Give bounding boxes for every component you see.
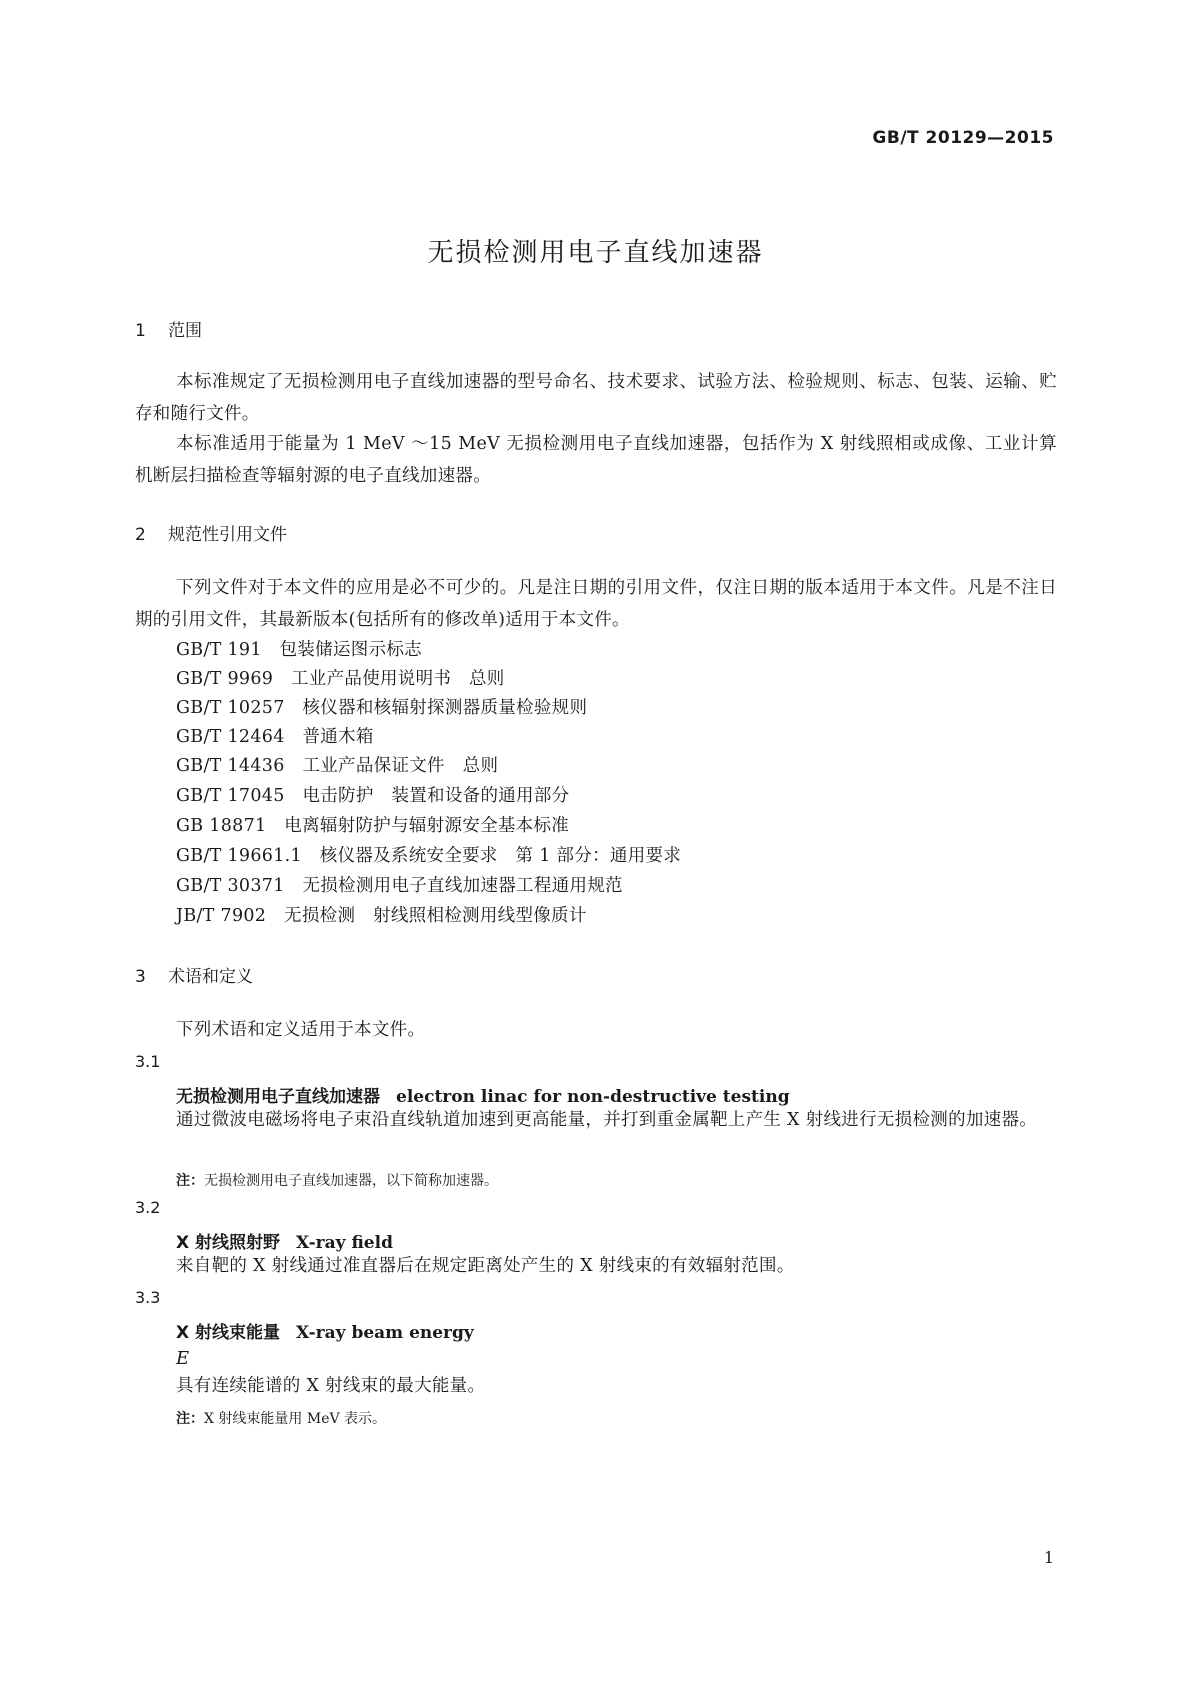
note-text: 无损检测用电子直线加速器，以下简称加速器。 <box>204 1173 498 1189</box>
section-2-heading <box>135 520 287 545</box>
note-label: 注： <box>176 1173 204 1189</box>
section-number: 3 <box>135 967 146 987</box>
term-definition: 通过微波电磁场将电子束沿直线轨道加速到更高能量，并打到重金属靶上产生 X 射线进行无损检测的加速器。 <box>176 1110 1038 1130</box>
term-en: X-ray beam energy <box>296 1323 474 1343</box>
reference-item: JB/T 7902 无损检测 射线照相检测用线型像质计 <box>176 906 587 926</box>
section-1-paragraph-1: 本标准规定了无损检测用电子直线加速器的型号命名、技术要求、试验方法、检验规则、标志、包装、运输、贮存和随行文件。 <box>135 372 1057 424</box>
term-zh: X 射线束能量 <box>176 1323 281 1343</box>
section-title: 术语和定义 <box>168 967 253 987</box>
document-title: 无损检测用电子直线加速器 <box>427 238 764 268</box>
term-note <box>176 1170 498 1190</box>
term-zh: X 射线照射野 <box>176 1233 281 1253</box>
note-label: 注： <box>176 1411 204 1427</box>
term-note <box>176 1408 386 1428</box>
term-en: X-ray field <box>296 1233 393 1253</box>
section-3-intro: 下列术语和定义适用于本文件。 <box>176 1020 426 1040</box>
term-definition: 来自靶的 X 射线通过准直器后在规定距离处产生的 X 射线束的有效辐射范围。 <box>176 1256 795 1276</box>
section-2-paragraph: 下列文件对于本文件的应用是必不可少的。凡是注日期的引用文件，仅注日期的版本适用于本文件。凡是不注日期的引用文件，其最新版本(包括所有的修改单)适用于本文件。 <box>135 578 1057 630</box>
section-number: 2 <box>135 525 146 545</box>
section-1-heading <box>135 316 202 341</box>
reference-item: GB/T 17045 电击防护 装置和设备的通用部分 <box>176 786 570 806</box>
reference-item: GB/T 9969 工业产品使用说明书 总则 <box>176 669 505 689</box>
term-number: 3.3 <box>135 1288 161 1307</box>
standard-code: GB/T 20129—2015 <box>872 128 1054 148</box>
term-en: electron linac for non-destructive testing <box>396 1087 790 1107</box>
section-title: 范围 <box>168 321 202 341</box>
section-1-paragraph-2: 本标准适用于能量为 1 MeV ～15 MeV 无损检测用电子直线加速器，包括作为 X 射线照相或成像、工业计算机断层扫描检查等辐射源的电子直线加速器。 <box>135 434 1057 486</box>
reference-item: GB/T 14436 工业产品保证文件 总则 <box>176 756 499 776</box>
section-3-heading <box>135 962 253 987</box>
reference-item: GB/T 12464 普通木箱 <box>176 727 374 747</box>
reference-item: GB/T 19661.1 核仪器及系统安全要求 第 1 部分：通用要求 <box>176 846 682 866</box>
reference-item: GB/T 191 包装储运图示标志 <box>176 640 422 660</box>
term-zh: 无损检测用电子直线加速器 <box>176 1087 380 1107</box>
page-number: 1 <box>1043 1548 1054 1567</box>
term-number: 3.1 <box>135 1052 161 1071</box>
reference-item: GB/T 10257 核仪器和核辐射探测器质量检验规则 <box>176 698 588 718</box>
term-number: 3.2 <box>135 1198 161 1217</box>
reference-item: GB 18871 电离辐射防护与辐射源安全基本标准 <box>176 816 570 836</box>
term-definition: 具有连续能谱的 X 射线束的最大能量。 <box>176 1376 486 1396</box>
reference-item: GB/T 30371 无损检测用电子直线加速器工程通用规范 <box>176 876 623 896</box>
note-text: X 射线束能量用 MeV 表示。 <box>204 1411 387 1427</box>
term-heading <box>176 1318 474 1343</box>
term-symbol: E <box>176 1348 190 1369</box>
section-number: 1 <box>135 321 146 341</box>
section-title: 规范性引用文件 <box>168 525 287 545</box>
